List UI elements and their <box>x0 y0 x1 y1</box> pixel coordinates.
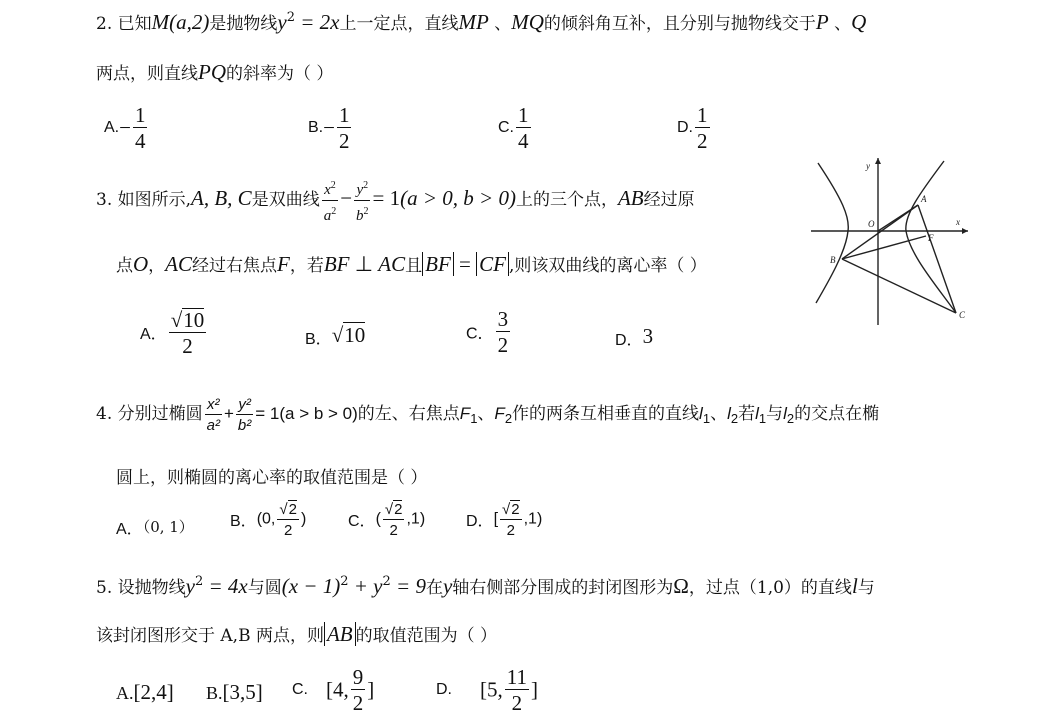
radicand: 10 <box>344 323 366 347</box>
q2-text: 的斜率为（ ） <box>226 64 334 84</box>
q2-option-a <box>104 104 149 152</box>
q4-option-a <box>116 516 194 539</box>
q4-text: 4. 分别过椭圆 <box>96 404 203 424</box>
q4-text: 若 <box>738 404 756 424</box>
var: b <box>356 207 364 224</box>
q2-text: 的倾斜角互补，且分别与抛物线交于 <box>543 14 816 34</box>
q2-text: 、 <box>488 14 512 34</box>
q2-line-2 <box>96 60 333 86</box>
option-label: B． <box>230 513 257 530</box>
fraction <box>322 177 339 225</box>
label-f: F <box>928 233 934 243</box>
fraction <box>500 500 522 539</box>
q3-text: 是双曲线 <box>251 190 320 210</box>
q5-text: 该封闭图形交于 A,B 两点，则 <box>96 626 324 646</box>
option-label: C． <box>466 325 494 343</box>
numerator <box>322 177 338 201</box>
label-x: x <box>956 217 960 227</box>
numerator <box>500 500 522 520</box>
line-l1: l <box>755 404 759 423</box>
q2-text: 是抛物线 <box>209 14 278 34</box>
option-label: A. <box>116 683 134 703</box>
q2-text: 上一定点，直线 <box>339 14 459 34</box>
q5-text: ，过点（1,0）的直线 <box>688 578 852 598</box>
line-l2: l <box>727 404 731 423</box>
q2-text: 、 <box>828 14 852 34</box>
q3-option-d <box>615 324 653 350</box>
denominator: 2 <box>283 522 293 539</box>
line-l2: l <box>783 404 787 423</box>
option-label: A． <box>116 521 143 538</box>
focus-f2: F <box>494 404 505 423</box>
segment-bf <box>842 236 926 259</box>
q5-line-2 <box>96 622 497 648</box>
label-a: A <box>921 194 927 204</box>
q2-text: 2. 已知 <box>96 14 152 34</box>
option-label: D． <box>466 513 494 530</box>
q2-option-d <box>677 104 712 152</box>
q5-text: 在 <box>425 578 443 598</box>
perp-symbol: ⊥ <box>349 252 379 276</box>
q4-text: 与 <box>766 404 784 424</box>
radicand: 2 <box>394 501 403 518</box>
fraction <box>133 104 148 152</box>
math: PQ <box>198 60 226 84</box>
exponent: 2 <box>331 205 337 217</box>
math: y <box>185 574 195 598</box>
q5-line-1 <box>96 570 875 600</box>
plus-sign: + <box>223 404 234 423</box>
denominator: 2 <box>497 333 509 357</box>
exponent: 2 <box>330 179 336 191</box>
q5-text: 轴右侧部分围成的封闭图形为 <box>452 578 674 598</box>
q4-text: 、 <box>710 404 728 424</box>
subscript: 1 <box>702 411 711 426</box>
fraction <box>695 104 710 152</box>
sign: − <box>323 115 335 140</box>
q5-text: 与 <box>857 578 875 598</box>
math: (x − 1) <box>281 574 341 598</box>
equals: = <box>453 252 477 276</box>
denominator: 2 <box>389 522 398 539</box>
q3-line-1 <box>96 172 695 226</box>
exponent: 2 <box>194 574 204 589</box>
math: F <box>277 252 290 276</box>
math: + y <box>348 574 383 598</box>
numerator: 1 <box>518 103 529 127</box>
math: AC <box>378 252 406 276</box>
q4-line-2 <box>116 466 427 490</box>
label-o: O <box>868 219 875 229</box>
numerator: 3 <box>497 307 509 331</box>
numerator <box>277 500 299 520</box>
radicand: 10 <box>183 308 205 332</box>
subscript: 1 <box>470 411 478 426</box>
bracket: ] <box>367 677 375 702</box>
q3-text: ，若 <box>289 256 324 276</box>
q4-option-b <box>230 500 306 539</box>
denominator: 2 <box>182 334 193 358</box>
numerator: y² <box>238 395 251 413</box>
option-label: B. <box>206 683 223 703</box>
q5-text: 5. 设抛物线 <box>96 578 186 598</box>
fraction <box>169 308 207 357</box>
q3-option-c <box>466 308 512 356</box>
q3-text: 经过右焦点 <box>192 256 278 276</box>
fraction <box>351 666 366 714</box>
denominator: a² <box>206 416 220 434</box>
bracket: [ <box>493 510 499 528</box>
math: l <box>851 574 858 598</box>
abs-value: AB <box>324 622 356 646</box>
bracket: [5, <box>480 677 503 702</box>
abs-value: BF <box>422 252 454 276</box>
math: MQ <box>511 10 544 34</box>
q4-line-1 <box>96 388 879 445</box>
q5-option-c <box>292 666 374 714</box>
math: = 2x <box>294 10 340 34</box>
math: = 4x <box>203 574 248 598</box>
segment-bc <box>842 259 956 313</box>
option-label: A. <box>104 119 120 136</box>
fraction <box>277 500 299 539</box>
math: (a,2) <box>169 10 210 34</box>
numerator: 11 <box>506 665 527 689</box>
sqrt: √2 <box>279 501 297 518</box>
q4-text: 、 <box>477 404 495 424</box>
bracket: [4, <box>326 677 349 702</box>
numerator: 1 <box>697 103 708 127</box>
bracket: (0, <box>256 510 276 528</box>
subscript: 2 <box>730 411 739 426</box>
denominator: 4 <box>134 129 146 153</box>
bracket: ] <box>530 677 538 702</box>
var: a <box>323 207 332 224</box>
denominator: 2 <box>511 691 523 715</box>
q4-option-c <box>348 500 425 539</box>
fraction <box>505 666 529 714</box>
var: y <box>356 181 364 198</box>
denominator: b² <box>237 416 252 434</box>
math: (a > 0, b > 0) <box>400 186 516 210</box>
q4-option-d <box>466 500 542 539</box>
option-label: C． <box>348 513 376 530</box>
q3-text: ， <box>148 256 166 276</box>
q2-option-c <box>498 104 533 152</box>
q5-option-a <box>116 680 174 705</box>
math: A, B, C <box>191 186 252 210</box>
math: M <box>151 10 170 34</box>
label-y: y <box>866 161 870 171</box>
option-label: A． <box>140 326 167 343</box>
subscript: 1 <box>758 411 767 426</box>
q3-text: 点 <box>116 256 133 276</box>
math: O <box>133 252 149 276</box>
q5-option-b <box>206 680 263 705</box>
option-label: C. <box>292 681 308 698</box>
numerator: 1 <box>134 103 146 127</box>
hyperbola-figure <box>806 155 976 330</box>
label-b: B <box>830 255 836 265</box>
math: Ω <box>673 574 689 598</box>
denominator: 2 <box>697 129 708 153</box>
bracket: ( <box>375 510 381 528</box>
sqrt: √10 <box>331 323 366 347</box>
math: MP <box>458 10 489 34</box>
q3-text: 上的三个点， <box>515 190 618 210</box>
exponent: 2 <box>363 179 369 191</box>
bracket: ) <box>300 510 307 528</box>
sqrt: √2 <box>502 501 520 518</box>
value: 3 <box>642 324 654 348</box>
option-label: D. <box>677 119 693 136</box>
math: BF <box>323 252 350 276</box>
numerator: 1 <box>338 103 350 127</box>
q5-text: 与圆 <box>247 578 282 598</box>
numerator <box>383 500 405 520</box>
denominator <box>354 201 371 225</box>
value: （0, 1） <box>142 518 194 536</box>
minus-sign: − <box>340 186 353 210</box>
numerator <box>354 177 370 201</box>
sqrt: √10 <box>170 308 205 332</box>
segment-ac <box>918 205 956 313</box>
q3-text: 3. 如图所示, <box>96 190 192 210</box>
y-arrow <box>875 158 881 164</box>
subscript: 2 <box>786 411 795 426</box>
exponent: 2 <box>363 205 369 217</box>
q3-option-b <box>305 322 365 349</box>
equals: = 1 <box>372 186 401 210</box>
option-label: B. <box>308 119 324 136</box>
math: y <box>277 10 287 34</box>
q3-text: ,则该双曲线的离心率（ ） <box>508 256 707 276</box>
fraction <box>516 104 531 152</box>
value: [2,4] <box>133 680 174 704</box>
exponent: 2 <box>286 10 295 25</box>
q2-line-1 <box>96 6 866 36</box>
var: x <box>324 181 331 198</box>
math: y <box>442 574 453 598</box>
fraction <box>236 396 253 434</box>
math: Q <box>851 10 867 34</box>
segment-of <box>878 205 918 231</box>
sqrt: √2 <box>384 501 403 518</box>
numerator: x² <box>207 395 220 413</box>
fraction <box>354 177 371 225</box>
denominator <box>322 201 339 225</box>
sign: − <box>119 115 131 140</box>
radicand: 2 <box>511 501 520 518</box>
focus-f1: F <box>459 404 471 423</box>
fraction <box>205 396 222 434</box>
denominator: 2 <box>506 522 515 539</box>
option-label: D. <box>436 681 452 698</box>
math: AC <box>165 252 193 276</box>
option-label: D． <box>615 332 643 349</box>
x-arrow <box>962 228 968 234</box>
q4-text: 圆上，则椭圆的离心率的取值范围是（ ） <box>116 468 428 488</box>
hyperbola-left-branch <box>816 163 848 303</box>
fraction <box>337 104 352 152</box>
q3-text: 且 <box>405 256 423 276</box>
option-label: C. <box>498 119 514 136</box>
math: P <box>815 10 829 34</box>
line-l1: l <box>699 404 703 423</box>
numerator <box>169 308 207 333</box>
q3-line-2 <box>116 252 707 278</box>
equation: = 1(a > b > 0) <box>255 404 358 423</box>
option-label: B． <box>305 331 332 348</box>
q5-option-d <box>436 666 538 714</box>
q5-text: 的取值范围为（ ） <box>355 626 498 646</box>
q3-text: 经过原 <box>643 190 695 210</box>
q2-option-b <box>308 104 353 152</box>
q4-text: 的交点在椭 <box>794 404 880 424</box>
q2-text: 两点，则直线 <box>96 64 198 84</box>
fraction <box>383 500 405 539</box>
math: = 9 <box>390 574 426 598</box>
abs-value: CF <box>476 252 509 276</box>
bracket: ,1) <box>406 510 426 528</box>
exponent: 2 <box>340 574 349 589</box>
math: AB <box>617 186 644 210</box>
exponent: 2 <box>382 574 391 589</box>
q4-text: 的左、右焦点 <box>357 404 460 424</box>
denominator: 2 <box>352 691 364 715</box>
denominator: 2 <box>338 129 350 153</box>
label-c: C <box>959 310 966 320</box>
fraction <box>496 308 511 356</box>
denominator: 4 <box>518 129 529 153</box>
q3-option-a <box>140 308 208 357</box>
subscript: 2 <box>504 411 513 426</box>
q4-text: 作的两条互相垂直的直线 <box>512 404 700 424</box>
numerator: 9 <box>352 665 364 689</box>
value: [3,5] <box>222 680 263 704</box>
bracket: ,1) <box>523 510 543 528</box>
radicand: 2 <box>288 501 297 518</box>
